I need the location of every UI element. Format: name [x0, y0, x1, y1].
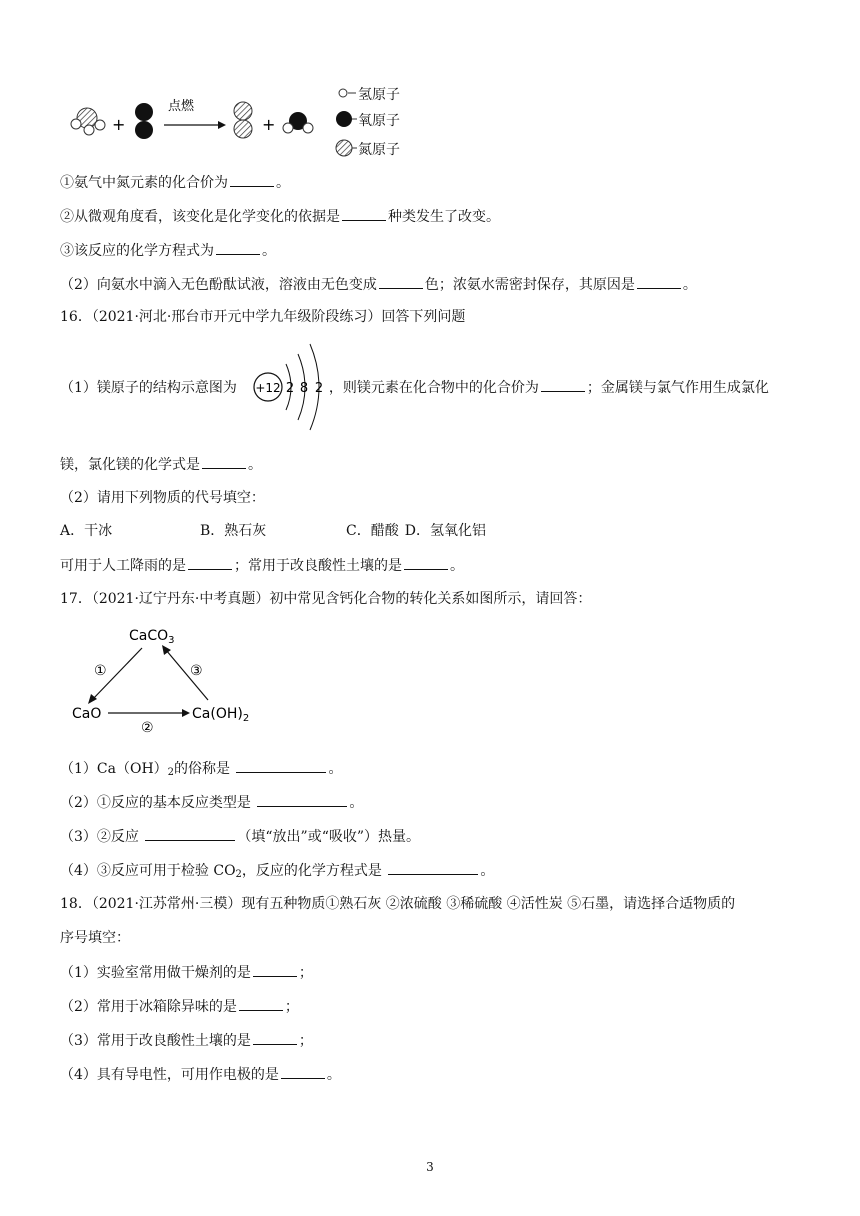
magnesium-atom-diagram	[246, 338, 336, 438]
answer-blank[interactable]	[145, 826, 235, 841]
q16-options	[60, 521, 486, 541]
option-a: A．干冰	[60, 523, 113, 539]
q18-sub1: （1）实验室常用做干燥剂的是 ；	[60, 962, 313, 983]
oxygen-molecule-icon	[135, 103, 153, 139]
legend-oxygen	[336, 111, 357, 127]
calcium-cycle-diagram	[66, 620, 266, 740]
arrow-label-3: ③	[190, 663, 203, 679]
answer-blank[interactable]	[257, 792, 347, 807]
q16-part2: （2）请用下列物质的代号填空：	[60, 490, 265, 506]
q18-sub2: （2）常用于冰箱除异味的是 ；	[60, 996, 299, 1017]
answer-blank[interactable]	[202, 454, 246, 469]
ammonia-molecule-icon	[71, 108, 105, 135]
reaction-condition: 点燃	[168, 99, 195, 114]
answer-blank[interactable]	[379, 274, 423, 289]
q16-part1-cont: 镁，氯化镁的化学式是 。	[60, 454, 262, 475]
page-number: 3	[426, 1160, 434, 1174]
q16-stem: 16．（2021·河北·邢台市开元中学九年级阶段练习）回答下列问题	[60, 309, 466, 325]
q15-sub1: ①氨气中氮元素的化合价为 。	[60, 172, 290, 193]
node-caoh2: $Ca(OH)_2$	[192, 706, 250, 724]
q17-sub2: （2）①反应的基本反应类型是 。	[60, 792, 363, 813]
legend-hydrogen-label: 氢原子	[358, 87, 400, 103]
option-c: C．醋酸	[346, 523, 399, 539]
q18-sub3: （3）常用于改良酸性土壤的是 ；	[60, 1030, 313, 1051]
shell-3-count: 2	[314, 381, 324, 396]
shell-2-count: 8	[299, 381, 309, 396]
option-b: B．熟石灰	[200, 523, 267, 539]
q15-part2: （2）向氨水中滴入无色酚酞试液，溶液由无色变成 色；浓氨水需密封保存，其原因是 。	[60, 274, 697, 295]
atom-nucleus-label: +12	[255, 381, 281, 395]
answer-blank[interactable]	[637, 274, 681, 289]
answer-blank[interactable]	[188, 555, 232, 570]
q18-stem-cont: 序号填空：	[60, 930, 130, 946]
answer-blank[interactable]	[342, 206, 386, 221]
answer-blank[interactable]	[541, 377, 585, 392]
arrow-label-1: ①	[94, 663, 107, 679]
q17-sub4: （4）③反应可用于检验 $CO_2$，反应的化学方程式是 。	[60, 860, 494, 885]
legend-nitrogen-label: 氮原子	[358, 142, 400, 158]
node-caco3: CaCO$_3$	[129, 628, 175, 646]
q15-sub3: ③该反应的化学方程式为 。	[60, 240, 276, 261]
legend-nitrogen	[336, 140, 357, 156]
q16-part1: （1）镁原子的结构示意图为 ，则镁元素在化合物中的化合价为 ；金属镁与氯气作用生成氯化	[60, 377, 769, 398]
answer-blank[interactable]	[230, 172, 274, 187]
answer-blank[interactable]	[404, 555, 448, 570]
answer-blank[interactable]	[216, 240, 260, 255]
plus-sign-2: +	[262, 115, 276, 134]
q15-sub2: ②从微观角度看，该变化是化学变化的依据是 种类发生了改变。	[60, 206, 500, 227]
legend-oxygen-label: 氧原子	[358, 113, 400, 129]
answer-blank[interactable]	[236, 758, 326, 773]
q17-sub1: $(1)Ca(OH)_2$的俗称是 。	[60, 758, 342, 783]
q17-stem: 17．（2021·辽宁丹东·中考真题）初中常见含钙化合物的转化关系如图所示，请回答：	[60, 591, 592, 607]
q16-part3: 可用于人工降雨的是 ；常用于改良酸性土壤的是 。	[60, 555, 464, 576]
plus-sign: +	[112, 115, 126, 134]
node-cao: CaO	[72, 706, 102, 722]
arrow-label-2: ②	[141, 720, 154, 736]
water-molecule-icon	[283, 112, 313, 133]
q17-sub3: （3）②反应 （填“放出”或“吸收”）热量。	[60, 826, 420, 847]
nitrogen-molecule-icon	[234, 102, 252, 138]
legend-hydrogen	[339, 89, 356, 97]
q18-stem: 18．（2021·江苏常州·三模）现有五种物质①熟石灰 ②浓硫酸 ③稀硫酸 ④活性炭 ⑤石墨，请选择合适物质的	[60, 896, 736, 912]
shell-1-count: 2	[285, 381, 295, 396]
answer-blank[interactable]	[281, 1064, 325, 1079]
answer-blank[interactable]	[253, 962, 297, 977]
option-d: D．氢氧化铝	[404, 523, 486, 539]
q18-sub4: （4）具有导电性，可用作电极的是 。	[60, 1064, 341, 1085]
answer-blank[interactable]	[253, 1030, 297, 1045]
answer-blank[interactable]	[239, 996, 283, 1011]
answer-blank[interactable]	[388, 860, 478, 875]
